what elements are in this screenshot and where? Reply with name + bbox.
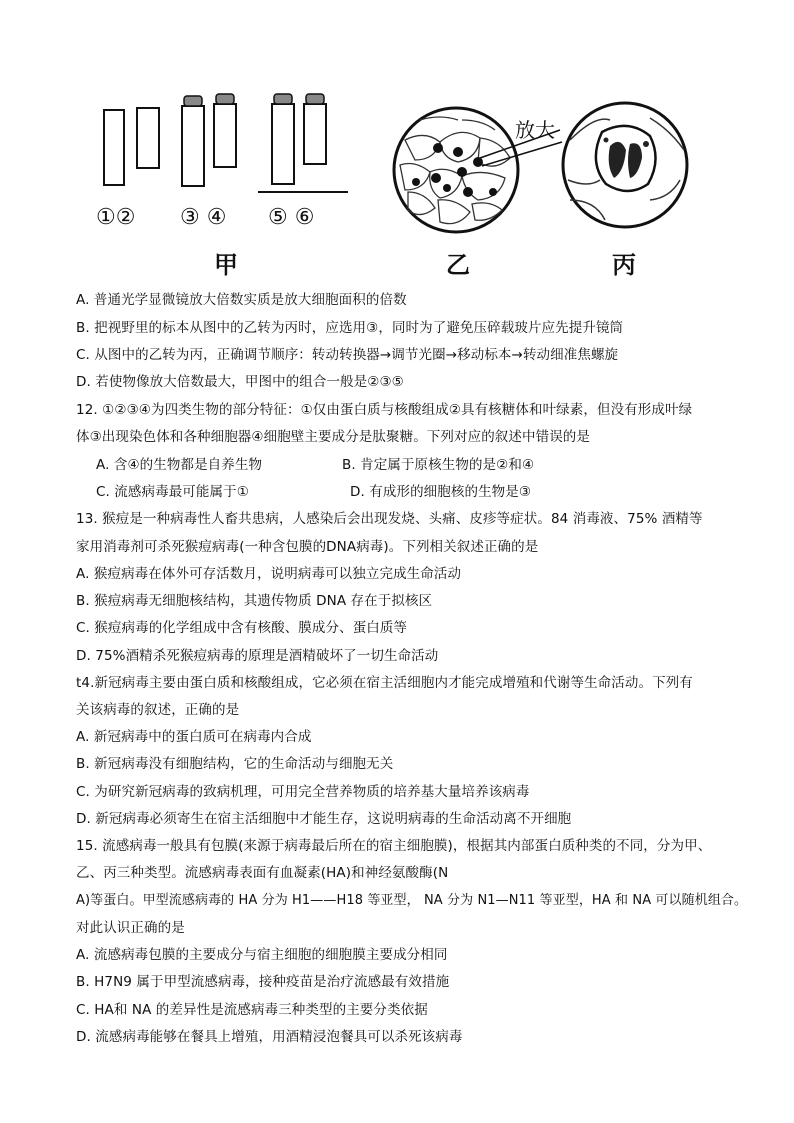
q13-option-a: A. 猴痘病毒在体外可存活数月，说明病毒可以独立完成生命活动: [76, 566, 462, 582]
eyepiece-1: [104, 110, 124, 185]
q12-option-row-2: [96, 483, 532, 501]
q13-stem-line-1: 13. 猴痘是一种病毒性人畜共患病，人感染后会出现发烧、头痛、皮疹等症状。84 消毒液、75% 酒精等: [76, 511, 703, 527]
q14-option-d: D. 新冠病毒必须寄生在宿主活细胞中才能生存，这说明病毒的生命活动离不开细胞: [76, 811, 572, 827]
panel-label-yi: 乙: [446, 250, 470, 279]
objective-6: [304, 94, 326, 164]
q11-option-b: B. 把视野里的标本从图中的乙转为丙时，应选用③，同时为了避免压碎载玻片应先提升镜筒: [76, 320, 624, 336]
q13-option-d: D. 75%酒精杀死猴痘病毒的原理是酒精破坏了一切生命活动: [76, 648, 439, 664]
q15-stem-line-2: 乙、丙三种类型。流感病毒表面有血凝素(HA)和神经氨酸酶(N: [76, 865, 449, 881]
eyepiece-2: [137, 108, 159, 168]
q12-option-c: C. 流感病毒最可能属于①: [96, 484, 249, 500]
q14-stem-line-1: t4.新冠病毒主要由蛋白质和核酸组成，它必须在宿主活细胞内才能完成增殖和代谢等生命活动。下列有: [76, 675, 693, 691]
q15-option-d: D. 流感病毒能够在餐具上增殖，用酒精浸泡餐具可以杀死该病毒: [76, 1029, 463, 1045]
q15-option-c: C. HA和 NA 的差异性是流感病毒三种类型的主要分类依据: [76, 1002, 428, 1018]
q14-stem-line-2: 关该病毒的叙述，正确的是: [76, 702, 240, 718]
panel-label-jia: 甲: [214, 250, 238, 279]
q15-stem-line-4: 对此认识正确的是: [76, 920, 185, 936]
q14-option-a: A. 新冠病毒中的蛋白质可在病毒内合成: [76, 729, 312, 745]
q12-option-a: A. 含④的生物都是自养生物: [96, 457, 263, 473]
q14-option-c: C. 为研究新冠病毒的致病机理，可用完全营养物质的培养基大量培养该病毒: [76, 784, 530, 800]
q11-option-d: D. 若使物像放大倍数最大，甲图中的组合一般是②③⑤: [76, 374, 404, 390]
objective-4: [214, 94, 236, 167]
q12-option-row-1: [96, 456, 535, 474]
q12-stem-line-1: 12. ①②③④为四类生物的部分特征：①仅由蛋白质与核酸组成②具有核糖体和叶绿素，但没有形成叶绿: [76, 402, 693, 418]
objective-5: [272, 94, 294, 184]
eyepiece-numbers: ①②: [96, 205, 136, 230]
microscope-figure: [90, 80, 710, 280]
q13-option-c: C. 猴痘病毒的化学组成中含有核酸、膜成分、蛋白质等: [76, 620, 408, 636]
q12-stem-line-2: 体③出现染色体和各种细胞器④细胞壁主要成分是肽聚糖。下列对应的叙述中错误的是: [76, 429, 591, 445]
objective-numbers-3-4: ③ ④: [180, 205, 227, 230]
q12-option-b: B. 肯定属于原核生物的是②和④: [342, 457, 535, 473]
objective-3: [182, 96, 204, 186]
q15-option-b: B. H7N9 属于甲型流感病毒，接种疫苗是治疗流感最有效措施: [76, 974, 450, 990]
objective-numbers-5-6: ⑤ ⑥: [268, 205, 315, 230]
q13-option-b: B. 猴痘病毒无细胞核结构，其遗传物质 DNA 存在于拟核区: [76, 593, 433, 609]
q15-option-a: A. 流感病毒包膜的主要成分与宿主细胞的细胞膜主要成分相同: [76, 947, 448, 963]
view-high-magnification: [563, 103, 687, 227]
q14-option-b: B. 新冠病毒没有细胞结构，它的生命活动与细胞无关: [76, 756, 394, 772]
q13-stem-line-2: 家用消毒剂可杀死猴痘病毒(一种含包膜的DNA病毒)。下列相关叙述正确的是: [76, 539, 539, 555]
q15-stem-line-1: 15. 流感病毒一般具有包膜(来源于病毒最后所在的宿主细胞膜)，根据其内部蛋白质种类的不同，分为甲、: [76, 838, 712, 854]
panel-label-bing: 丙: [612, 250, 636, 279]
q12-option-d: D. 有成形的细胞核的生物是③: [350, 484, 532, 500]
q11-option-c: C. 从图中的乙转为丙，正确调节顺序：转动转换器→调节光圈→移动标本→转动细准焦螺旋: [76, 347, 619, 363]
q15-stem-line-3: A)等蛋白。甲型流感病毒的 HA 分为 H1——H18 等亚型， NA 分为 N1—N11 等亚型，HA 和 NA 可以随机组合。: [76, 893, 748, 908]
q11-option-a: A. 普通光学显微镜放大倍数实质是放大细胞面积的倍数: [76, 292, 407, 308]
zoom-label: 放大: [515, 118, 555, 142]
